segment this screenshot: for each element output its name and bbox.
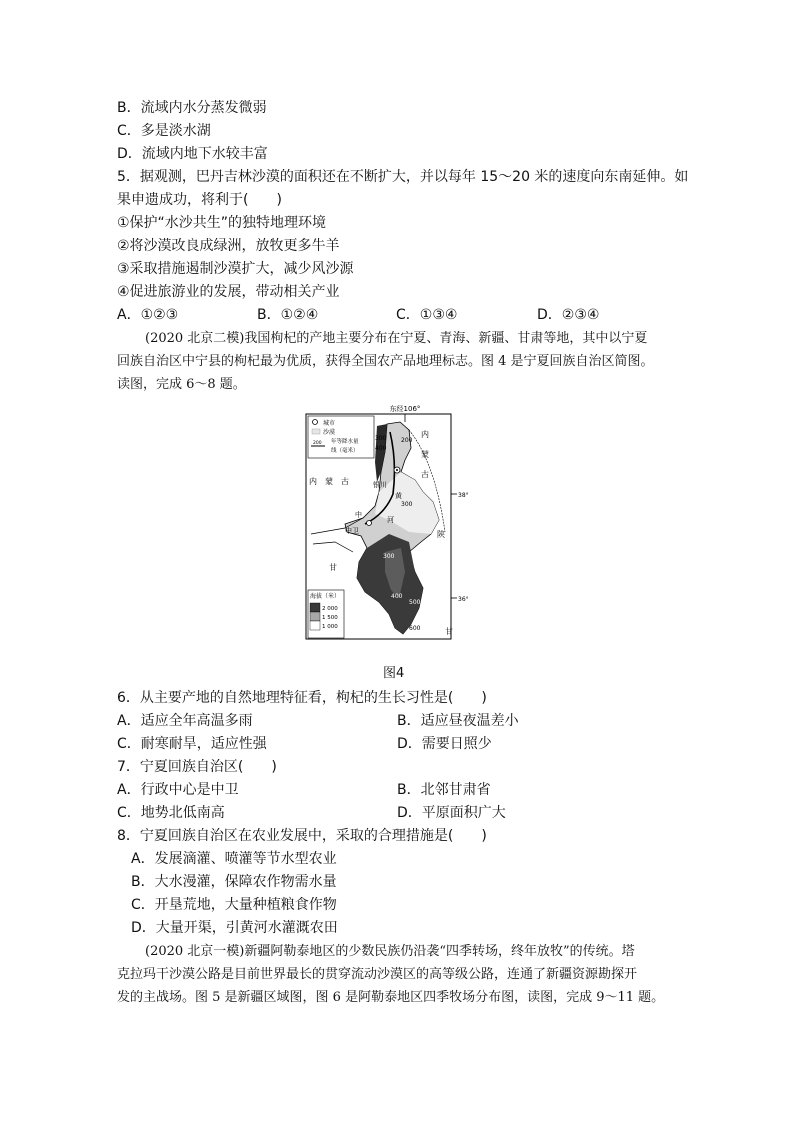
q5-option-a: A．①②③	[117, 307, 179, 323]
svg-text:沙漠: 沙漠	[323, 429, 336, 436]
q4-option-d: D．流域内地下水较丰富	[117, 146, 268, 162]
q5-stem-line1: 5．据观测，巴丹吉林沙漠的面积还在不断扩大，并以每年 15～20 米的速度向东南延伸。如	[117, 169, 689, 185]
label-zhong: 中	[355, 511, 362, 519]
elevation-swatch-low	[310, 621, 320, 630]
q7-option-c: C．地势北低南高	[117, 805, 225, 821]
q6-option-d: D．需要日照少	[397, 736, 492, 752]
q5-item3: ③采取措施遏制沙漠扩大，减少风沙源	[117, 261, 354, 277]
q8-option-b: B．大水漫灌，保障农作物需水量	[131, 874, 337, 890]
q4-option-c: C．多是淡水湖	[117, 123, 211, 139]
label-nmg-east-3: 古	[421, 470, 429, 479]
q8-option-c: C．开垦荒地，大量种植粮食作物	[131, 897, 337, 913]
intro1-line2: 回族自治区中宁县的枸杞最为优质，获得全国农产品地理标志。图 4 是宁夏回族自治区简图。	[117, 354, 654, 369]
q6-option-c: C．耐寒耐旱，适应性强	[117, 736, 267, 752]
label-gan-south: 甘	[445, 627, 453, 636]
label-zhongwei: 中卫	[345, 527, 359, 535]
label-yinchuan: 银川	[373, 481, 387, 489]
q7-option-a: A．行政中心是中卫	[117, 782, 239, 798]
label-shaan: 陕	[437, 530, 445, 539]
desert-symbol-icon	[312, 429, 320, 434]
isohyet-200: 200	[401, 437, 413, 444]
label-huang: 黄	[395, 492, 402, 500]
q5-item1: ①保护“水沙共生”的独特地理环境	[117, 215, 327, 231]
svg-text:线（毫米）: 线（毫米）	[331, 448, 359, 454]
isohyet-600: 600	[409, 625, 421, 632]
ningxia-map	[305, 402, 469, 640]
svg-text:2 000: 2 000	[322, 606, 338, 612]
figure-caption: 图4	[383, 666, 405, 681]
q8-option-d: D．大量开渠，引黄河水灌溉农田	[131, 920, 338, 936]
elevation-swatch-high	[310, 603, 320, 612]
lat-36: 36°	[458, 596, 469, 603]
intro1-line1: (2020 北京二模)我国枸杞的产地主要分布在宁夏、青海、新疆、甘肃等地，其中以宁夏	[145, 331, 648, 346]
elevation-swatch-mid	[310, 612, 320, 621]
elevation-legend-title: 海拔（米）	[310, 593, 341, 600]
intro2-line2: 克拉玛干沙漠公路是目前世界最长的贯穿流动沙漠区的高等级公路，连通了新疆资源勘探开	[117, 967, 638, 982]
longitude-label: 东经106°	[389, 405, 421, 413]
q7-stem: 7．宁夏回族自治区( )	[117, 759, 277, 775]
label-nmg-west: 内 蒙 古	[309, 477, 349, 486]
lat-38: 38°	[458, 492, 469, 499]
isohyet-300-center: 300	[383, 553, 395, 560]
isohyet-300-north: 300	[375, 435, 387, 442]
q7-option-b: B．北邻甘肃省	[397, 782, 491, 798]
isohyet-400-north: 400	[375, 445, 387, 452]
zhongwei-city-icon	[367, 521, 372, 526]
q6-option-b: B．适应昼夜温差小	[397, 713, 519, 729]
q6-stem: 6．从主要产地的自然地理特征看，枸杞的生长习性是( )	[117, 690, 487, 706]
intro1-line3: 读图，完成 6～8 题。	[117, 377, 246, 392]
label-he: 河	[387, 516, 394, 524]
q5-option-d: D．②③④	[537, 307, 600, 323]
q5-option-b: B．①②④	[257, 307, 319, 323]
svg-text:1 500: 1 500	[322, 615, 338, 621]
q4-option-b: B．流域内水分蒸发微弱	[117, 100, 267, 116]
label-nmg-east-2: 蒙	[421, 450, 429, 459]
q5-item2: ②将沙漠改良成绿洲，放牧更多牛羊	[117, 238, 340, 254]
svg-text:200: 200	[313, 441, 322, 446]
svg-text:城市: 城市	[323, 420, 336, 427]
q6-option-a: A．适应全年高温多雨	[117, 713, 253, 729]
label-gan-west: 甘	[329, 563, 337, 572]
label-nmg-east-1: 内	[421, 430, 429, 439]
q7-option-d: D．平原面积广大	[397, 805, 506, 821]
isohyet-500: 500	[409, 599, 421, 606]
q5-option-c: C．①③④	[396, 307, 458, 323]
intro2-line3: 发的主战场。图 5 是新疆区域图，图 6 是阿勒泰地区四季牧场分布图，读图，完成 9～11 题。	[117, 990, 665, 1005]
q8-option-a: A．发展滴灌、喷灌等节水型农业	[131, 851, 337, 867]
q5-stem-line2: 果申遗成功，将利于( )	[117, 192, 282, 208]
q5-item4: ④促进旅游业的发展，带动相关产业	[117, 284, 340, 300]
q8-stem: 8．宁夏回族自治区在农业发展中，采取的合理措施是( )	[117, 828, 487, 844]
isohyet-300-mid: 300	[401, 501, 413, 508]
svg-text:1 000: 1 000	[322, 624, 338, 630]
intro2-line1: (2020 北京一模)新疆阿勒泰地区的少数民族仍沿袭“四季转场，终年放牧”的传统。塔	[145, 944, 635, 959]
isohyet-400-south: 400	[391, 593, 403, 600]
svg-text:年等降水量: 年等降水量	[331, 439, 359, 445]
